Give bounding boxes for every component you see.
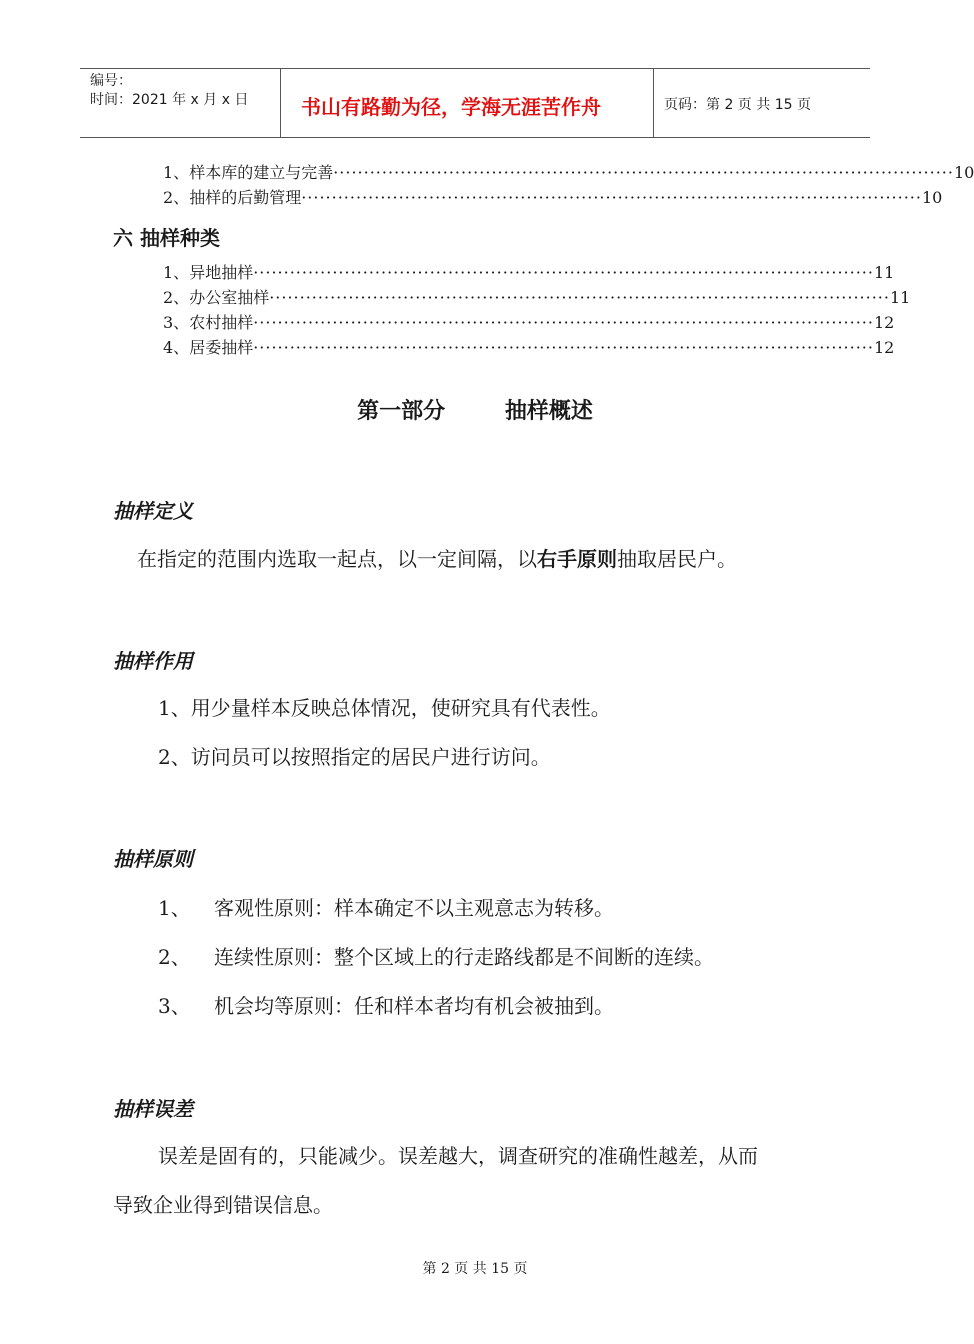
error-text-line1: 误差是固有的，只能减少。误差越大，调查研究的准确性越差，从而 xyxy=(158,1144,758,1168)
principle-item: 2、 连续性原则：整个区域上的行走路线都是不间断的连续。 xyxy=(158,945,714,969)
toc-item: 3、 农村抽样 ······································································································ 12 xyxy=(163,310,769,335)
principle-item: 1、 客观性原则：样本确定不以主观意志为转移。 xyxy=(158,896,614,920)
toc-section-heading: 六 抽样种类 xyxy=(113,226,220,250)
error-heading: 抽样误差 xyxy=(113,1097,193,1121)
definition-text: 在指定的范围内选取一起点，以一定间隔，以右手原则抽取居民户。 xyxy=(137,547,737,571)
toc-item: 4、 居委抽样 ······································································································ 12 xyxy=(163,335,769,360)
error-text-line2: 导致企业得到错误信息。 xyxy=(113,1193,333,1217)
toc-leader: ······································································································ xyxy=(301,188,922,207)
part-name: 抽样概述 xyxy=(504,399,593,424)
part-title xyxy=(0,394,950,425)
page-footer: 第 2 页 共 15 页 xyxy=(422,1261,528,1277)
toc-leader: ······································································································ xyxy=(253,263,874,282)
principle-item: 3、 机会均等原则：任和样本者均有机会被抽到。 xyxy=(158,994,614,1018)
toc-item: 2、 办公室抽样 ······································································································ 11 xyxy=(163,285,769,310)
header-meta xyxy=(80,69,281,137)
toc-item: 1、 异地抽样 ······································································································ 11 xyxy=(163,260,769,285)
part-number: 第一部分 xyxy=(357,399,446,424)
purpose-heading: 抽样作用 xyxy=(113,649,193,673)
toc-leader: ······································································································ xyxy=(253,338,874,357)
page-header xyxy=(80,68,870,138)
toc-leader: ······································································································ xyxy=(253,313,874,332)
header-page-info: 页码：第 2 页 共 15 页 xyxy=(664,97,811,113)
purpose-item: 2、访问员可以按照指定的居民户进行访问。 xyxy=(158,745,551,769)
toc-item: 1、 样本库的建立与完善 ······································································································ 10 xyxy=(163,160,769,185)
toc-item: 2、 抽样的后勤管理 ······································································································ 10 xyxy=(163,185,769,210)
definition-heading: 抽样定义 xyxy=(113,499,193,523)
time-label: 时间：2021 年 x 月 x 日 xyxy=(90,92,249,108)
toc-leader: ······································································································ xyxy=(269,288,890,307)
purpose-item: 1、用少量样本反映总体情况，使研究具有代表性。 xyxy=(158,696,611,720)
toc-leader: ······································································································ xyxy=(333,163,954,182)
code-label: 编号： xyxy=(90,73,132,89)
header-motto: 书山有路勤为径，学海无涯苦作舟 xyxy=(281,69,654,137)
principles-heading: 抽样原则 xyxy=(113,847,193,871)
right-hand-rule: 右手原则 xyxy=(537,547,617,571)
